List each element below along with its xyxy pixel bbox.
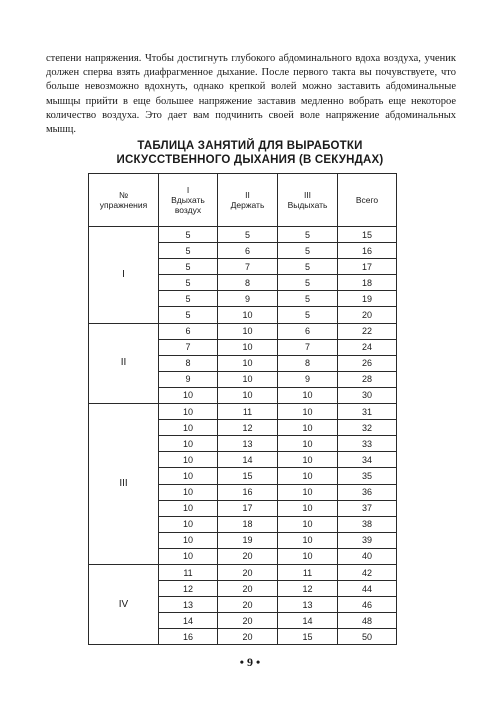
hold-cell: 20 bbox=[218, 548, 278, 564]
inhale-cell: 10 bbox=[159, 404, 218, 420]
exhale-cell: 5 bbox=[278, 291, 338, 307]
header-exhale-roman: III bbox=[303, 190, 312, 200]
table-row bbox=[89, 564, 397, 580]
inhale-cell: 10 bbox=[159, 436, 218, 452]
inhale-cell: 10 bbox=[159, 516, 218, 532]
table-row bbox=[89, 227, 397, 243]
header-total bbox=[338, 174, 397, 227]
breathing-exercise-table bbox=[88, 173, 397, 645]
table-title-line-1: ТАБЛИЦА ЗАНЯТИЙ ДЛЯ ВЫРАБОТКИ bbox=[137, 140, 363, 152]
inhale-cell: 11 bbox=[159, 564, 218, 580]
exhale-cell: 15 bbox=[278, 629, 338, 645]
total-cell: 39 bbox=[338, 532, 397, 548]
inhale-cell: 6 bbox=[159, 323, 218, 339]
header-exhale-label: Выдыхать bbox=[287, 200, 328, 210]
total-cell: 15 bbox=[338, 227, 397, 243]
exhale-cell: 10 bbox=[278, 500, 338, 516]
total-cell: 34 bbox=[338, 452, 397, 468]
exhale-cell: 10 bbox=[278, 387, 338, 403]
table-body bbox=[89, 227, 397, 645]
inhale-cell: 14 bbox=[159, 613, 218, 629]
header-inhale-line-1: Вдыхать bbox=[171, 195, 205, 205]
hold-cell: 9 bbox=[218, 291, 278, 307]
total-cell: 26 bbox=[338, 355, 397, 371]
table-title-line-2: ИСКУССТВЕННОГО ДЫХАНИЯ (В СЕКУНДАХ) bbox=[116, 153, 384, 166]
total-cell: 24 bbox=[338, 339, 397, 355]
hold-cell: 7 bbox=[218, 259, 278, 275]
hold-cell: 18 bbox=[218, 516, 278, 532]
header-hold-label: Держать bbox=[230, 200, 265, 210]
total-cell: 40 bbox=[338, 548, 397, 564]
inhale-cell: 13 bbox=[159, 597, 218, 613]
table-header-row bbox=[89, 174, 397, 227]
hold-cell: 12 bbox=[218, 420, 278, 436]
hold-cell: 8 bbox=[218, 275, 278, 291]
inhale-cell: 8 bbox=[159, 355, 218, 371]
total-cell: 18 bbox=[338, 275, 397, 291]
exhale-cell: 10 bbox=[278, 404, 338, 420]
exhale-cell: 10 bbox=[278, 452, 338, 468]
hold-cell: 14 bbox=[218, 452, 278, 468]
page-number: • 9 • bbox=[239, 655, 261, 669]
header-exhale bbox=[278, 174, 338, 227]
hold-cell: 10 bbox=[218, 323, 278, 339]
inhale-cell: 5 bbox=[159, 243, 218, 259]
inhale-cell: 10 bbox=[159, 387, 218, 403]
exhale-cell: 10 bbox=[278, 516, 338, 532]
exhale-cell: 7 bbox=[278, 339, 338, 355]
exhale-cell: 5 bbox=[278, 259, 338, 275]
header-exercise-num: № bbox=[118, 190, 129, 200]
total-cell: 37 bbox=[338, 500, 397, 516]
hold-cell: 20 bbox=[218, 613, 278, 629]
total-cell: 20 bbox=[338, 307, 397, 323]
total-cell: 30 bbox=[338, 387, 397, 403]
total-cell: 22 bbox=[338, 323, 397, 339]
exhale-cell: 5 bbox=[278, 307, 338, 323]
hold-cell: 11 bbox=[218, 404, 278, 420]
total-cell: 28 bbox=[338, 371, 397, 387]
inhale-cell: 10 bbox=[159, 500, 218, 516]
total-cell: 44 bbox=[338, 581, 397, 597]
table-row bbox=[89, 323, 397, 339]
exhale-cell: 10 bbox=[278, 484, 338, 500]
header-inhale-line-2: воздух bbox=[174, 205, 202, 215]
header-hold bbox=[218, 174, 278, 227]
exhale-cell: 12 bbox=[278, 581, 338, 597]
total-cell: 48 bbox=[338, 613, 397, 629]
inhale-cell: 5 bbox=[159, 307, 218, 323]
inhale-cell: 5 bbox=[159, 291, 218, 307]
inhale-cell: 10 bbox=[159, 452, 218, 468]
hold-cell: 10 bbox=[218, 355, 278, 371]
hold-cell: 10 bbox=[218, 339, 278, 355]
exhale-cell: 10 bbox=[278, 468, 338, 484]
exhale-cell: 11 bbox=[278, 564, 338, 580]
hold-cell: 19 bbox=[218, 532, 278, 548]
inhale-cell: 7 bbox=[159, 339, 218, 355]
hold-cell: 20 bbox=[218, 597, 278, 613]
hold-cell: 13 bbox=[218, 436, 278, 452]
exhale-cell: 10 bbox=[278, 420, 338, 436]
header-inhale-roman: I bbox=[186, 185, 190, 195]
hold-cell: 6 bbox=[218, 243, 278, 259]
inhale-cell: 5 bbox=[159, 259, 218, 275]
exhale-cell: 14 bbox=[278, 613, 338, 629]
inhale-cell: 10 bbox=[159, 484, 218, 500]
table-row bbox=[89, 404, 397, 420]
exhale-cell: 10 bbox=[278, 532, 338, 548]
hold-cell: 10 bbox=[218, 371, 278, 387]
total-cell: 31 bbox=[338, 404, 397, 420]
hold-cell: 10 bbox=[218, 387, 278, 403]
exhale-cell: 6 bbox=[278, 323, 338, 339]
total-cell: 17 bbox=[338, 259, 397, 275]
exhale-cell: 10 bbox=[278, 436, 338, 452]
inhale-cell: 5 bbox=[159, 275, 218, 291]
hold-cell: 17 bbox=[218, 500, 278, 516]
total-cell: 19 bbox=[338, 291, 397, 307]
table-title bbox=[60, 140, 440, 167]
total-cell: 46 bbox=[338, 597, 397, 613]
inhale-cell: 10 bbox=[159, 548, 218, 564]
exercise-group-label: III bbox=[89, 404, 159, 565]
exhale-cell: 5 bbox=[278, 275, 338, 291]
exhale-cell: 8 bbox=[278, 355, 338, 371]
inhale-cell: 16 bbox=[159, 629, 218, 645]
exhale-cell: 10 bbox=[278, 548, 338, 564]
header-hold-roman: II bbox=[245, 190, 250, 200]
hold-cell: 20 bbox=[218, 564, 278, 580]
inhale-cell: 10 bbox=[159, 532, 218, 548]
inhale-cell: 5 bbox=[159, 227, 218, 243]
hold-cell: 16 bbox=[218, 484, 278, 500]
header-exercise bbox=[89, 174, 159, 227]
inhale-cell: 10 bbox=[159, 468, 218, 484]
header-exercise-word: упражнения bbox=[99, 200, 148, 210]
inhale-cell: 10 bbox=[159, 420, 218, 436]
exhale-cell: 13 bbox=[278, 597, 338, 613]
exercise-group-label: II bbox=[89, 323, 159, 403]
header-inhale bbox=[159, 174, 218, 227]
total-cell: 50 bbox=[338, 629, 397, 645]
total-cell: 35 bbox=[338, 468, 397, 484]
total-cell: 42 bbox=[338, 564, 397, 580]
total-cell: 33 bbox=[338, 436, 397, 452]
inhale-cell: 12 bbox=[159, 581, 218, 597]
exhale-cell: 9 bbox=[278, 371, 338, 387]
header-total-label: Всего bbox=[355, 195, 379, 205]
hold-cell: 15 bbox=[218, 468, 278, 484]
intro-paragraph: степени напряжения. Чтобы достигнуть глубокого абдоминального вдоха воздуха, ученик должен сперва взять диафрагменное дыхание. После первого такта вы почувствуете, что больше невозможно вдохнуть, однако крепкой волей можно заставить абдоминальные мышцы прийти в еще большее напряжение заставив медленно вобрать еще некоторое количество воздуха. Это дает вам подчинить своей воле напряжение абдоминальных мышц. bbox=[46, 53, 456, 136]
exercise-group-label: I bbox=[89, 227, 159, 324]
total-cell: 16 bbox=[338, 243, 397, 259]
total-cell: 36 bbox=[338, 484, 397, 500]
hold-cell: 10 bbox=[218, 307, 278, 323]
hold-cell: 20 bbox=[218, 581, 278, 597]
total-cell: 32 bbox=[338, 420, 397, 436]
hold-cell: 5 bbox=[218, 227, 278, 243]
exercise-group-label: IV bbox=[89, 564, 159, 644]
hold-cell: 20 bbox=[218, 629, 278, 645]
total-cell: 38 bbox=[338, 516, 397, 532]
exhale-cell: 5 bbox=[278, 243, 338, 259]
exhale-cell: 5 bbox=[278, 227, 338, 243]
inhale-cell: 9 bbox=[159, 371, 218, 387]
